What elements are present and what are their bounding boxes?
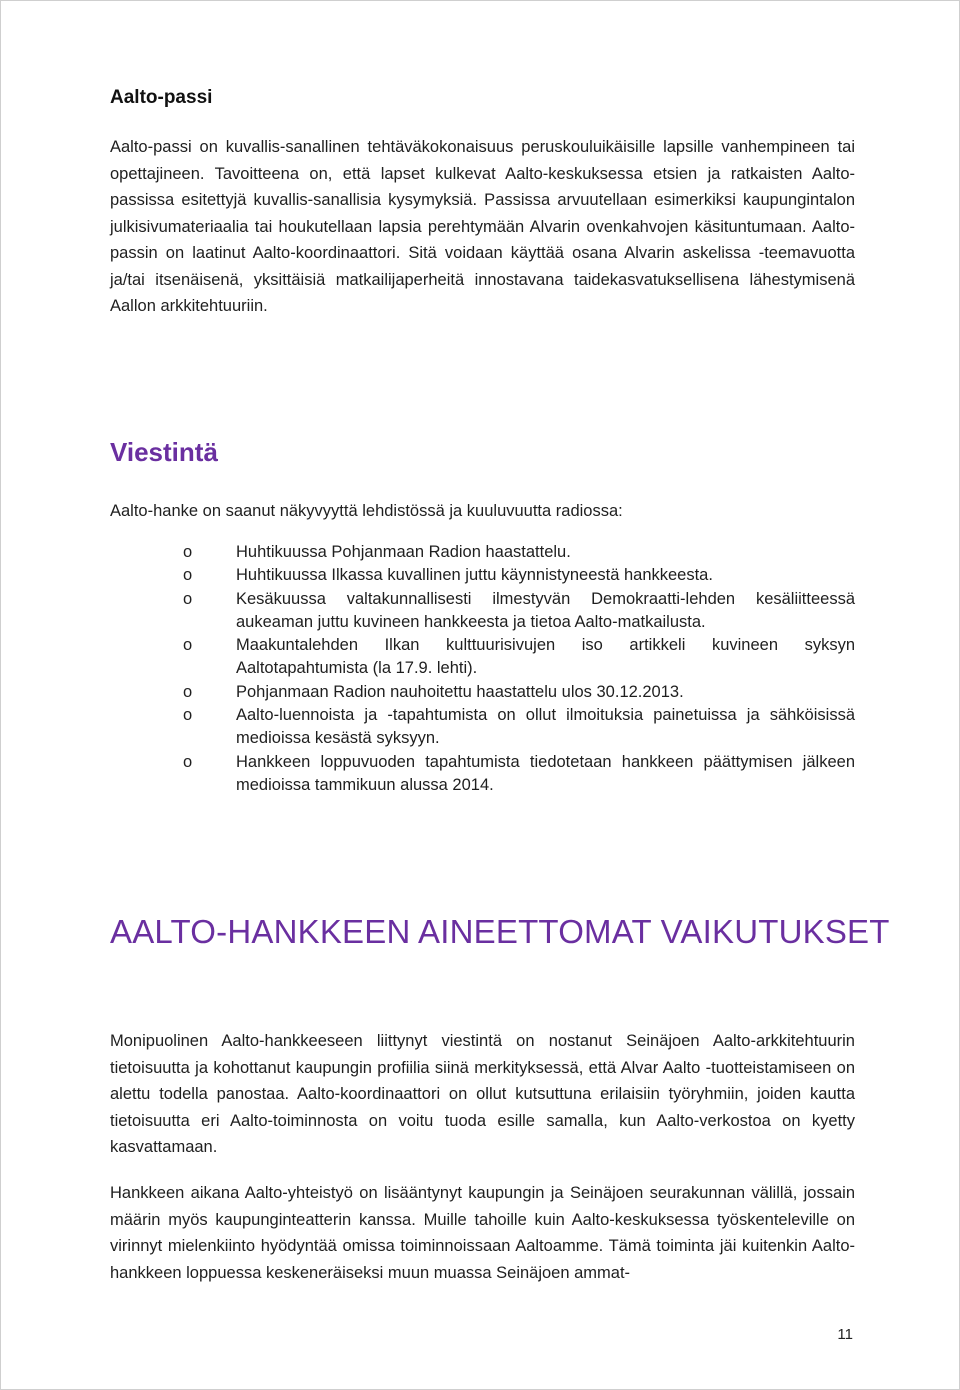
- bullet-marker: o: [183, 636, 193, 654]
- list-item: [110, 704, 855, 750]
- list-item: [110, 681, 855, 704]
- aalto-passi-paragraph: Aalto-passi on kuvallis-sanallinen tehtäväkokonaisuus peruskouluikäisille lapsille vanhempineen tai opettajineen. Tavoitteena on, että lapset kulkevat Aalto-keskuksessa etsien ja ratkaisten Aalto-passissa esitettyjä kuvallis-sanallisia kysymyksiä. Passissa arvuutellaan esimerkiksi kaupungintalon julkisivumateriaalia tai houkutellaan lapsia perehtymään Alvarin ovenkahvojen käsituntumaan. Aalto-passin on laatinut Aalto-koordinaattori. Sitä voidaan käyttää osana Alvarin askelissa -teemavuotta ja/tai itsenäisenä, yksittäisiä matkailijaperheitä innostavana taidekasvatuksellisena lähestymisenä Aallon arkkitehtuuriin.: [110, 138, 855, 315]
- list-item-text: Kesäkuussa valtakunnallisesti ilmestyvän Demokraatti-lehden kesäliitteessä aukeaman juttu kuvineen hankkeesta ja tietoa Aalto-matkailusta.: [236, 589, 855, 631]
- media-coverage-list: [110, 541, 855, 797]
- viestinta-intro-paragraph: Aalto-hanke on saanut näkyvyyttä lehdistössä ja kuuluvuutta radiossa:: [110, 502, 623, 520]
- list-item: [110, 634, 855, 680]
- aalto-passi-heading: Aalto-passi: [110, 87, 213, 108]
- bullet-marker: o: [183, 682, 193, 701]
- list-item: [110, 588, 855, 634]
- vaikutukset-heading: AALTO-HANKKEEN AINEETTOMAT VAIKUTUKSET: [110, 913, 890, 950]
- bullet-marker: o: [183, 566, 193, 584]
- vaikutukset-paragraph-2: Hankkeen aikana Aalto-yhteistyö on lisääntynyt kaupungin ja Seinäjoen seurakunnan välillä, jossain määrin myös kaupunginteatterin kanssa. Muille tahoille kuin Aalto-keskuksessa työskenteleville on virinnyt mielenkiinto hyödyntää omissa toiminnoissaan Aaltoamme. Tämä toiminta jäi kuitenkin Aalto-hankkeen loppuessa keskeneräiseksi muun muassa Seinäjoen ammat-: [110, 1184, 855, 1282]
- page-number: 11: [837, 1326, 853, 1343]
- list-item: [110, 541, 855, 564]
- list-item-text: Aalto-luennoista ja -tapahtumista on ollut ilmoituksia painetuissa ja sähköisissä medioissa kesästä syksyyn.: [236, 706, 855, 747]
- list-item: [110, 751, 855, 797]
- list-item: [110, 564, 855, 587]
- list-item-text: Hankkeen loppuvuoden tapahtumista tiedotetaan hankkeen päättymisen jälkeen medioissa tammikuun alussa 2014.: [236, 752, 855, 794]
- bullet-marker: o: [183, 706, 193, 724]
- list-item-text: Pohjanmaan Radion nauhoitettu haastattelu ulos 30.12.2013.: [236, 682, 684, 701]
- bullet-marker: o: [183, 752, 193, 771]
- list-item-text: Huhtikuussa Ilkassa kuvallinen juttu käynnistyneestä hankkeesta.: [236, 566, 713, 584]
- bullet-marker: o: [183, 543, 193, 561]
- list-item-text: Huhtikuussa Pohjanmaan Radion haastattelu.: [236, 543, 571, 561]
- list-item-text: Maakuntalehden Ilkan kulttuurisivujen iso artikkeli kuvineen syksyn Aaltotapahtumista (la 17.9. lehti).: [236, 636, 855, 677]
- bullet-marker: o: [183, 589, 193, 608]
- vaikutukset-paragraph-1: Monipuolinen Aalto-hankkeeseen liittynyt viestintä on nostanut Seinäjoen Aalto-arkkitehtuurin tietoisuutta ja kohottanut kaupungin profiilia siinä merkityksessä, että Alvar Aalto -tuotteistamiseen on alettu todella panostaa. Aalto-koordinaattori on ollut kutsuttuna erilaisiin työryhmiin, joiden kautta tietoisuutta eri Aalto-toiminnosta on voitu tuoda esille samalla, kun Aalto-verkostoa on kyetty kasvattamaan.: [110, 1032, 855, 1156]
- viestinta-heading: Viestintä: [110, 437, 218, 467]
